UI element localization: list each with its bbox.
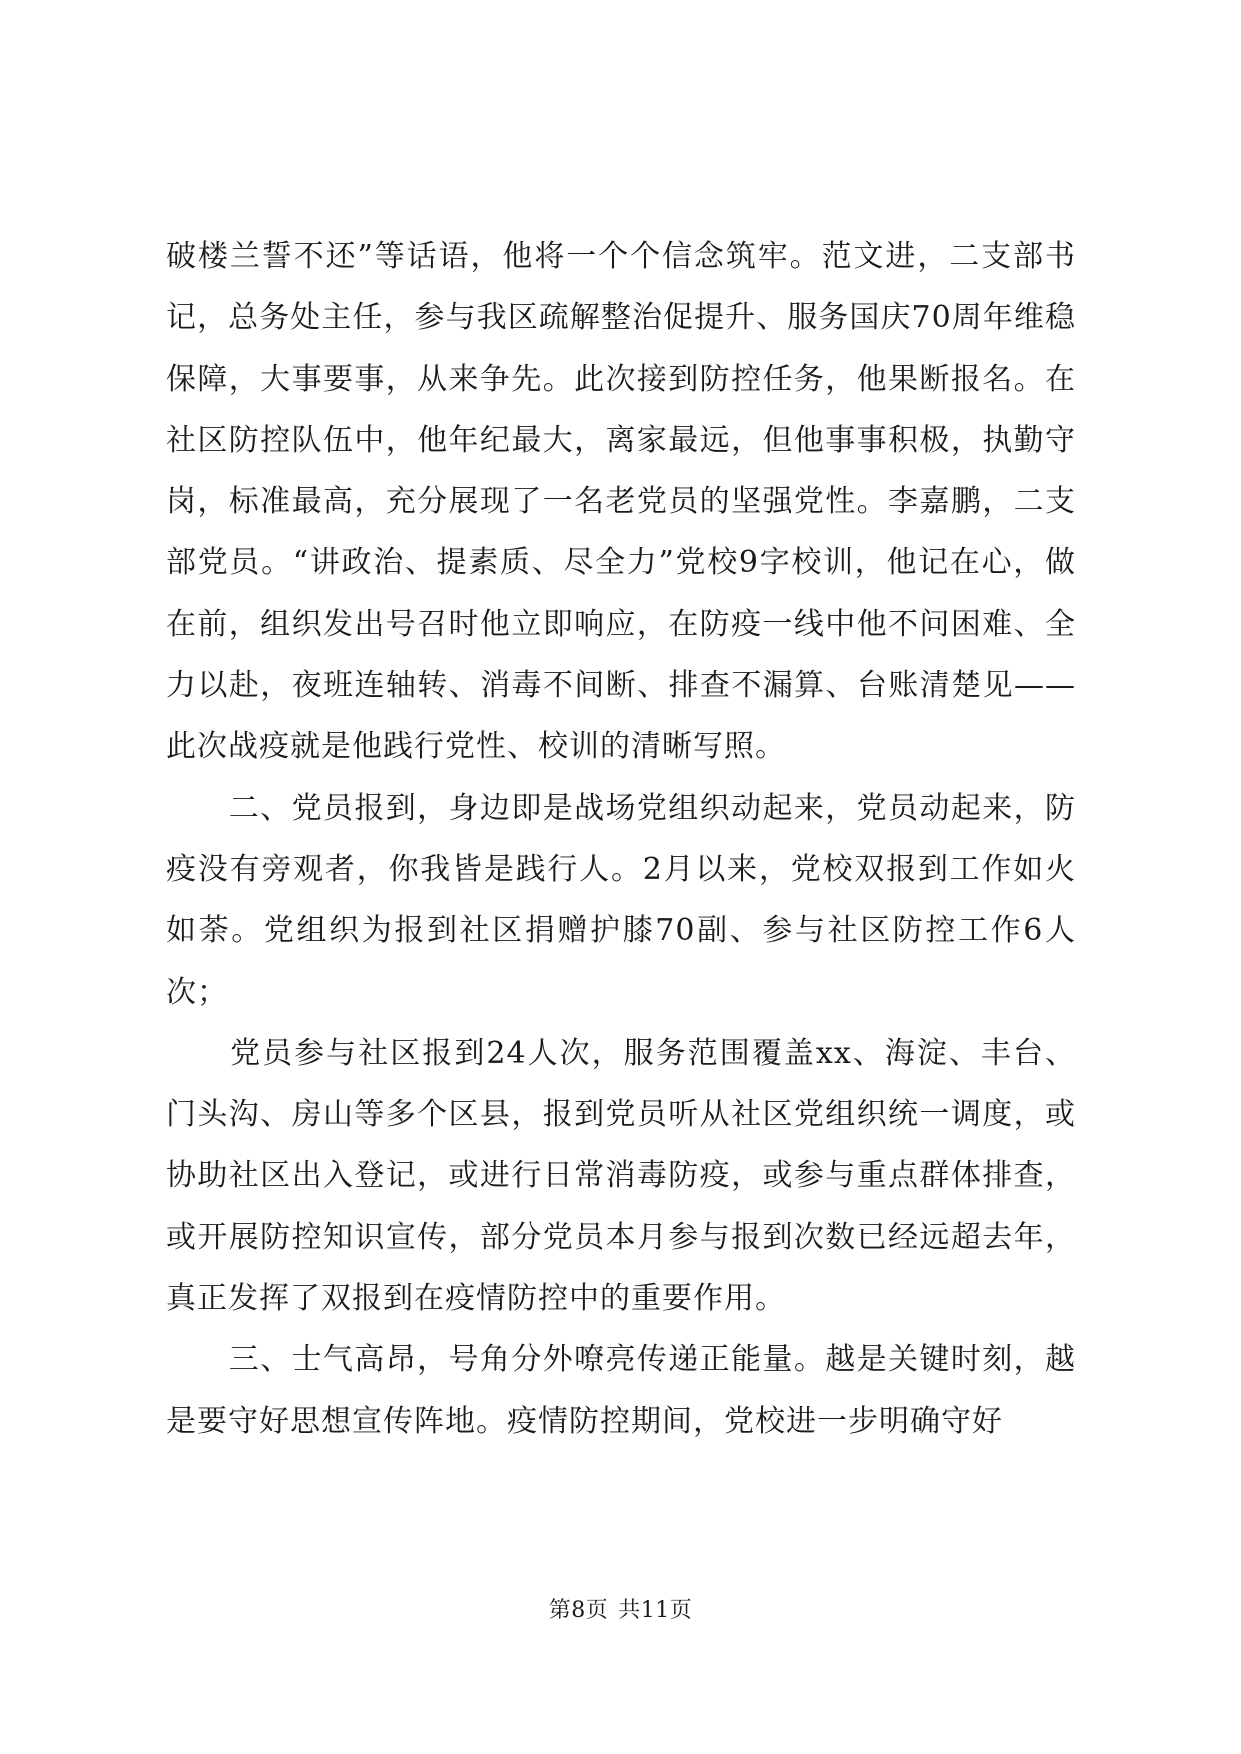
- paragraph-3: 党员参与社区报到24人次，服务范围覆盖xx、海淀、丰台、门头沟、房山等多个区县，报到党员听从社区党组织统一调度，或协助社区出入登记，或进行日常消毒防疫，或参与重点群体排查，或开展防控知识宣传，部分党员本月参与报到次数已经远超去年，真正发挥了双报到在疫情防控中的重要作用。: [166, 1035, 1076, 1317]
- document-body: [166, 226, 1076, 1452]
- paragraph-1: 破楼兰誓不还”等话语，他将一个个信念筑牢。范文进，二支部书记，总务处主任，参与我区疏解整治促提升、服务国庆70周年维稳保障，大事要事，从来争先。此次接到防控任务，他果断报名。在社区防控队伍中，他年纪最大，离家最远，但他事事积极，执勤守岗，标准最高，充分展现了一名老党员的坚强党性。李嘉鹏，二支部党员。“讲政治、提素质、尽全力”党校9字校训，他记在心，做在前，组织发出号召时他立即响应，在防疫一线中他不问困难、全力以赴，夜班连轴转、消毒不间断、排查不漏算、台账清楚见——此次战疫就是他践行党性、校训的清晰写照。: [166, 239, 1076, 765]
- page-total: 共11页: [618, 1598, 693, 1623]
- paragraph-2: 二、党员报到，身边即是战场党组织动起来，党员动起来，防疫没有旁观者，你我皆是践行人。2月以来，党校双报到工作如火如荼。党组织为报到社区捐赠护膝70副、参与社区防控工作6人次；: [166, 790, 1076, 1010]
- paragraph-4: 三、士气高昂，号角分外嘹亮传递正能量。越是关键时刻，越是要守好思想宣传阵地。疫情防控期间，党校进一步明确守好: [166, 1342, 1076, 1439]
- page-number: 第8页: [548, 1598, 609, 1623]
- page-footer: [0, 1593, 1241, 1624]
